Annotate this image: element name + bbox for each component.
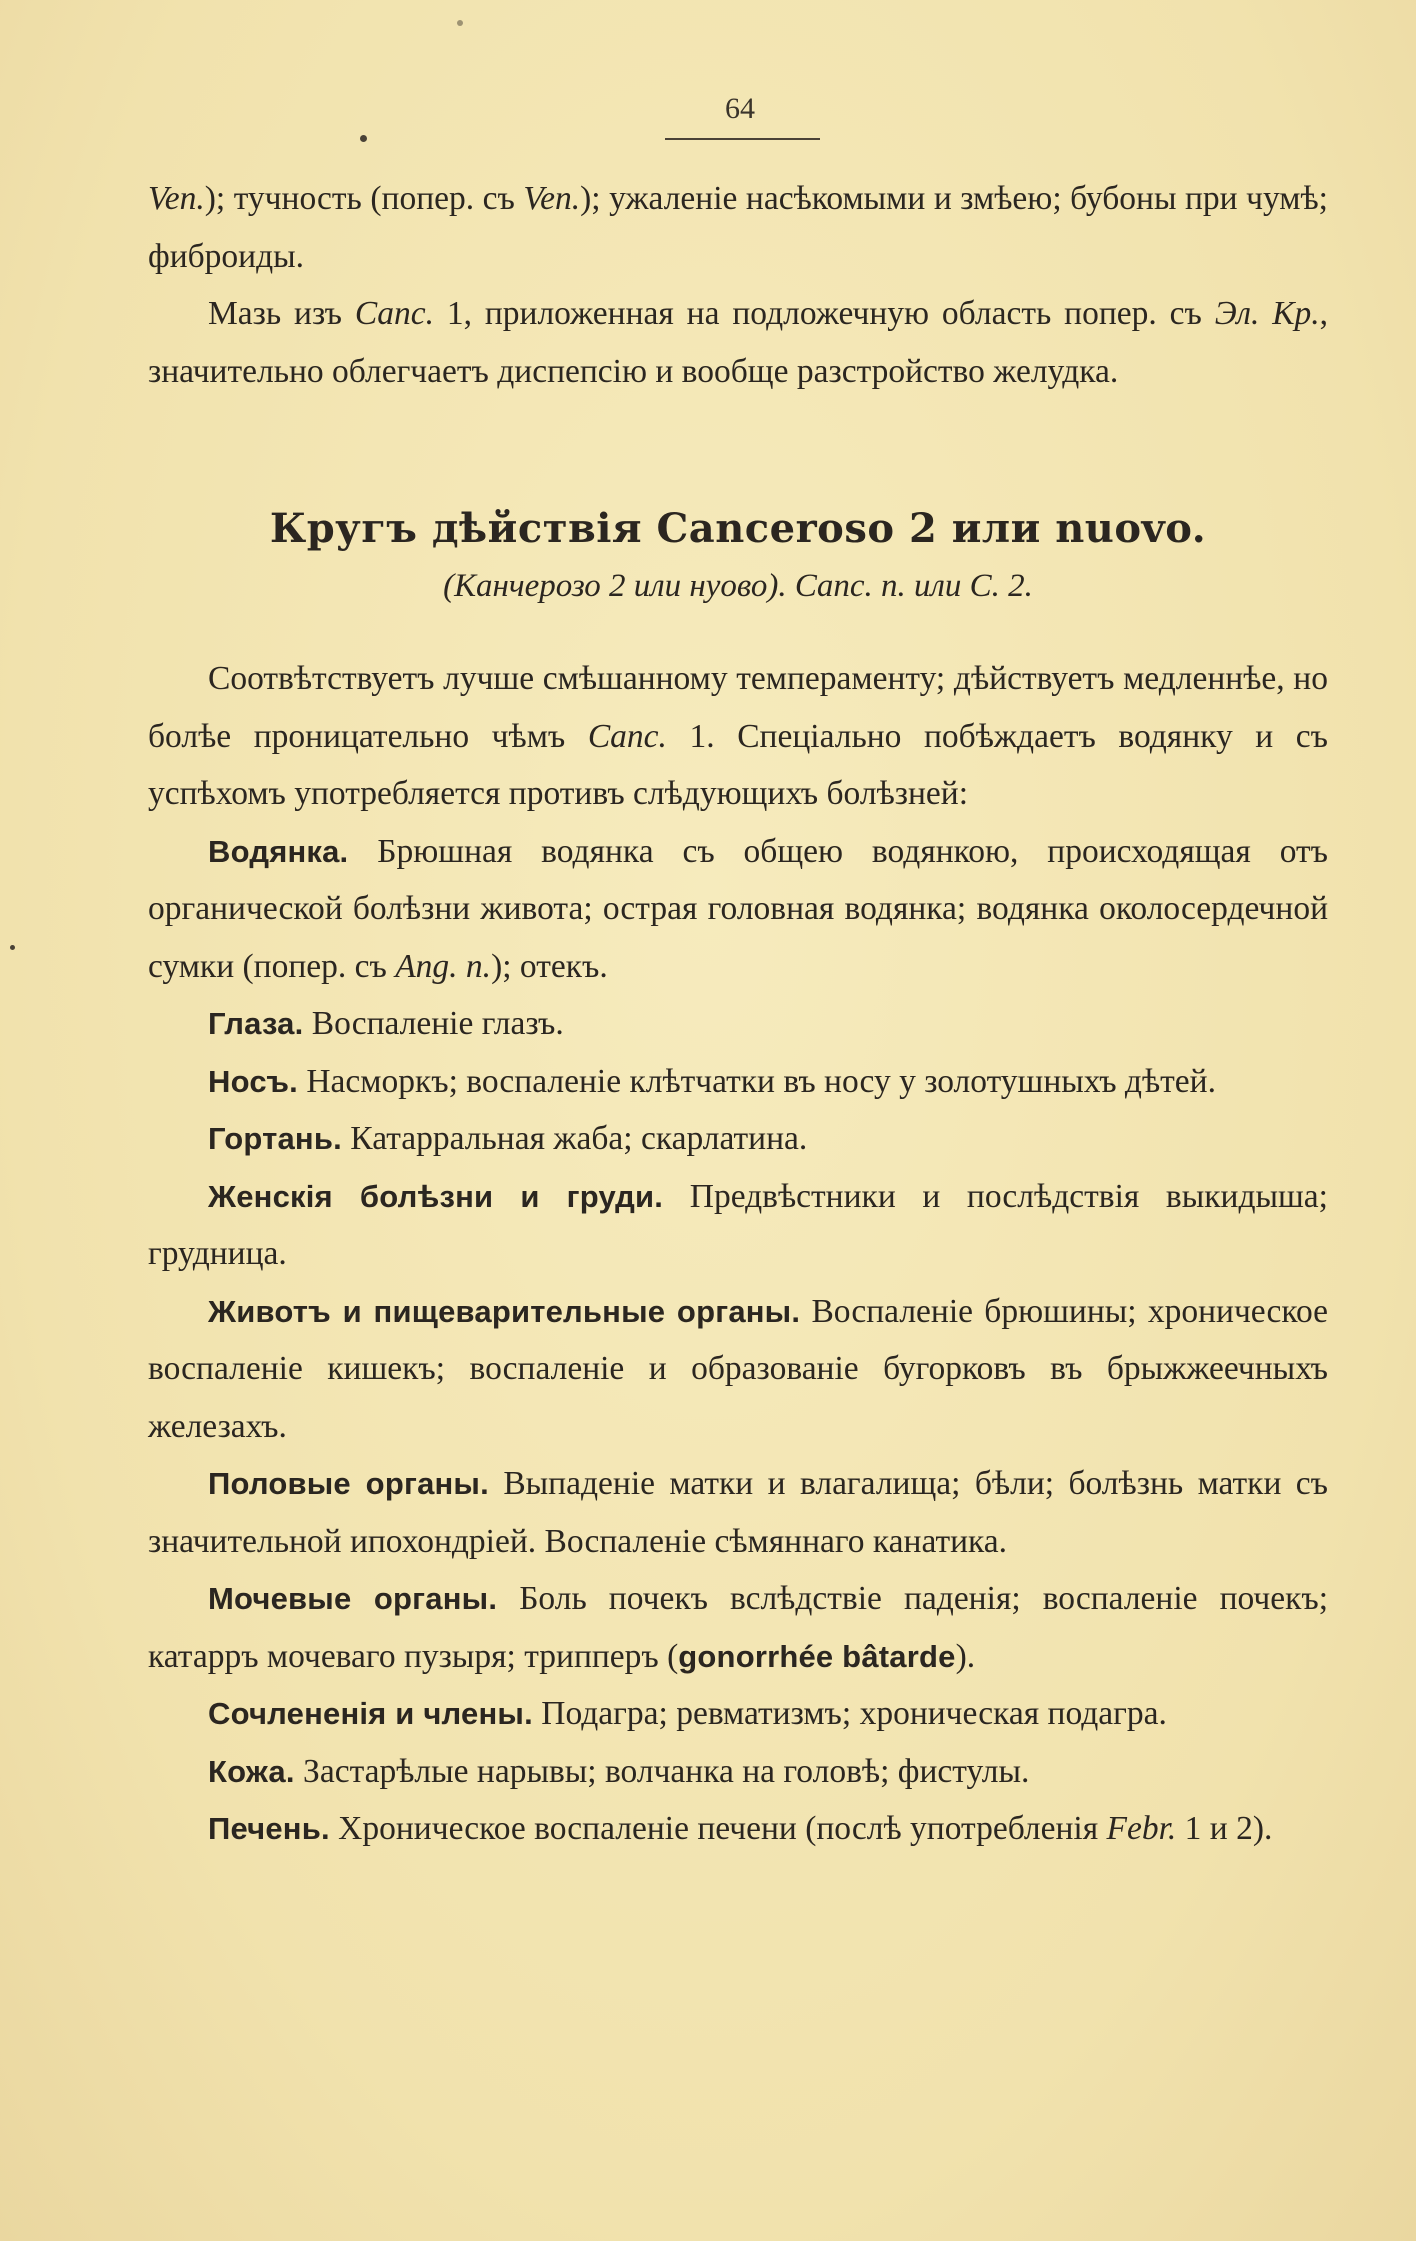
abbr-ven: Ven. [148,180,205,217]
section-heading: Кругъ дѣйствія Cancerosо 2 или nuovo. [269,505,1207,552]
entry-gortan [148,1110,1328,1168]
text-fragment: Катарральная жаба; скарлатина. [341,1120,808,1157]
text-fragment: Соотвѣтствуетъ лучше смѣшанному темпераменту; дѣйствуетъ медленнѣе, но болѣе проницательно чѣмъ [148,660,1328,755]
entry-mochevye [148,1570,1328,1685]
entry-term: Животъ и пищеварительные органы. [208,1293,801,1329]
entry-pechen [148,1800,1328,1858]
entry-nos [148,1053,1328,1111]
text-fragment: Предвѣстники и послѣдствія выкидыша; грудница. [148,1177,1328,1272]
entry-term: Половые органы. [208,1466,489,1501]
french-term: gonorrhée bâtarde [678,1638,956,1674]
text-fragment: Брюшная водянка съ общею водянкою, происходящая отъ органической болѣзни живота; острая головная водянка; водянка околосердечной сумки (попер. съ [148,832,1328,985]
text-fragment: 1. Спеціально побѣждаетъ водянку и съ успѣхомъ употребляется противъ слѣдующихъ болѣзней: [148,717,1328,812]
text-fragment: Подагра; ревматизмъ; хроническая подагра. [532,1695,1167,1732]
abbr-ang: Ang. n. [395,947,492,985]
text-fragment: Воспаленіе глазъ. [303,1005,564,1042]
intro-paragraph [148,650,1328,823]
abbr-canc: Canc. [354,295,434,332]
text-fragment: Хроническое воспаленіе печени (послѣ употребленія [329,1810,1107,1847]
entry-zhivot [148,1283,1328,1456]
entry-sochleneniya [148,1685,1328,1743]
abbr-febr: Febr. [1106,1810,1177,1847]
page-number: 64 [725,92,755,125]
abbr-canc: Canc. [587,717,667,755]
entry-term: Печень. [208,1811,330,1846]
entry-term: Кожа. [208,1753,295,1789]
ink-speck [10,945,15,950]
abbr-ven: Ven. [523,180,581,217]
entry-term: Мочевые органы. [208,1581,498,1616]
text-fragment: 1 и 2). [1176,1810,1273,1847]
text-fragment: Насморкъ; воспаленіе клѣтчатки въ носу у золотушныхъ дѣтей. [297,1062,1216,1100]
main-block [148,650,1328,1858]
entry-term: Носъ. [208,1063,298,1099]
entry-term: Глаза. [208,1006,304,1041]
page-number-rule [665,138,820,140]
entry-polovye [148,1455,1328,1570]
text-fragment: ); ужаленіе насѣкомыми и змѣею; бубоны при чумѣ; фиброиды. [148,180,1328,275]
entry-vodyanka [148,823,1328,996]
text-fragment: , значительно облегчаетъ диспепсію и вообще разстройство желудка. [148,295,1329,390]
text-fragment: ). [955,1637,976,1675]
entry-term: Сочлененія и члены. [208,1696,533,1731]
entry-kozha [148,1743,1328,1801]
text-fragment: Выпаденіе матки и влагалища; бѣли; болѣзнь матки съ значительной ипохондріей. Воспаленіе сѣмяннаго канатика. [148,1465,1328,1560]
text-fragment: ); тучность (попер. съ [204,180,524,217]
paragraph [148,285,1328,400]
entry-zhenskiya [148,1168,1328,1283]
text-fragment: Мазь изъ [208,295,355,332]
top-block [148,170,1328,400]
section-subheading: (Канчерозо 2 или нуово). Canc. n. или C. 2. [443,568,1033,604]
entry-term: Водянка. [208,833,349,869]
abbr-el-kr: Эл. Кр. [1214,295,1320,332]
ink-speck [360,135,367,142]
paragraph [148,170,1328,285]
text-fragment: ); отекъ. [491,947,608,985]
text-fragment: Боль почекъ вслѣдствіе паденія; воспаленіе почекъ; катарръ мочеваго пузыря; трипперъ ( [148,1580,1329,1675]
ink-speck [457,20,463,26]
entry-glaza [148,995,1328,1053]
text-fragment: Воспаленіе брюшины; хроническое воспаленіе кишекъ; воспаленіе и образованіе бугорковъ въ брыжжеечныхъ железахъ. [148,1292,1328,1445]
entry-term: Женскія болѣзни и груди. [208,1178,664,1214]
text-fragment: 1, приложенная на подложечную область попер. съ [433,295,1215,332]
text-fragment: Застарѣлые нарывы; волчанка на головѣ; фистулы. [294,1752,1030,1790]
entry-term: Гортань. [208,1121,342,1156]
